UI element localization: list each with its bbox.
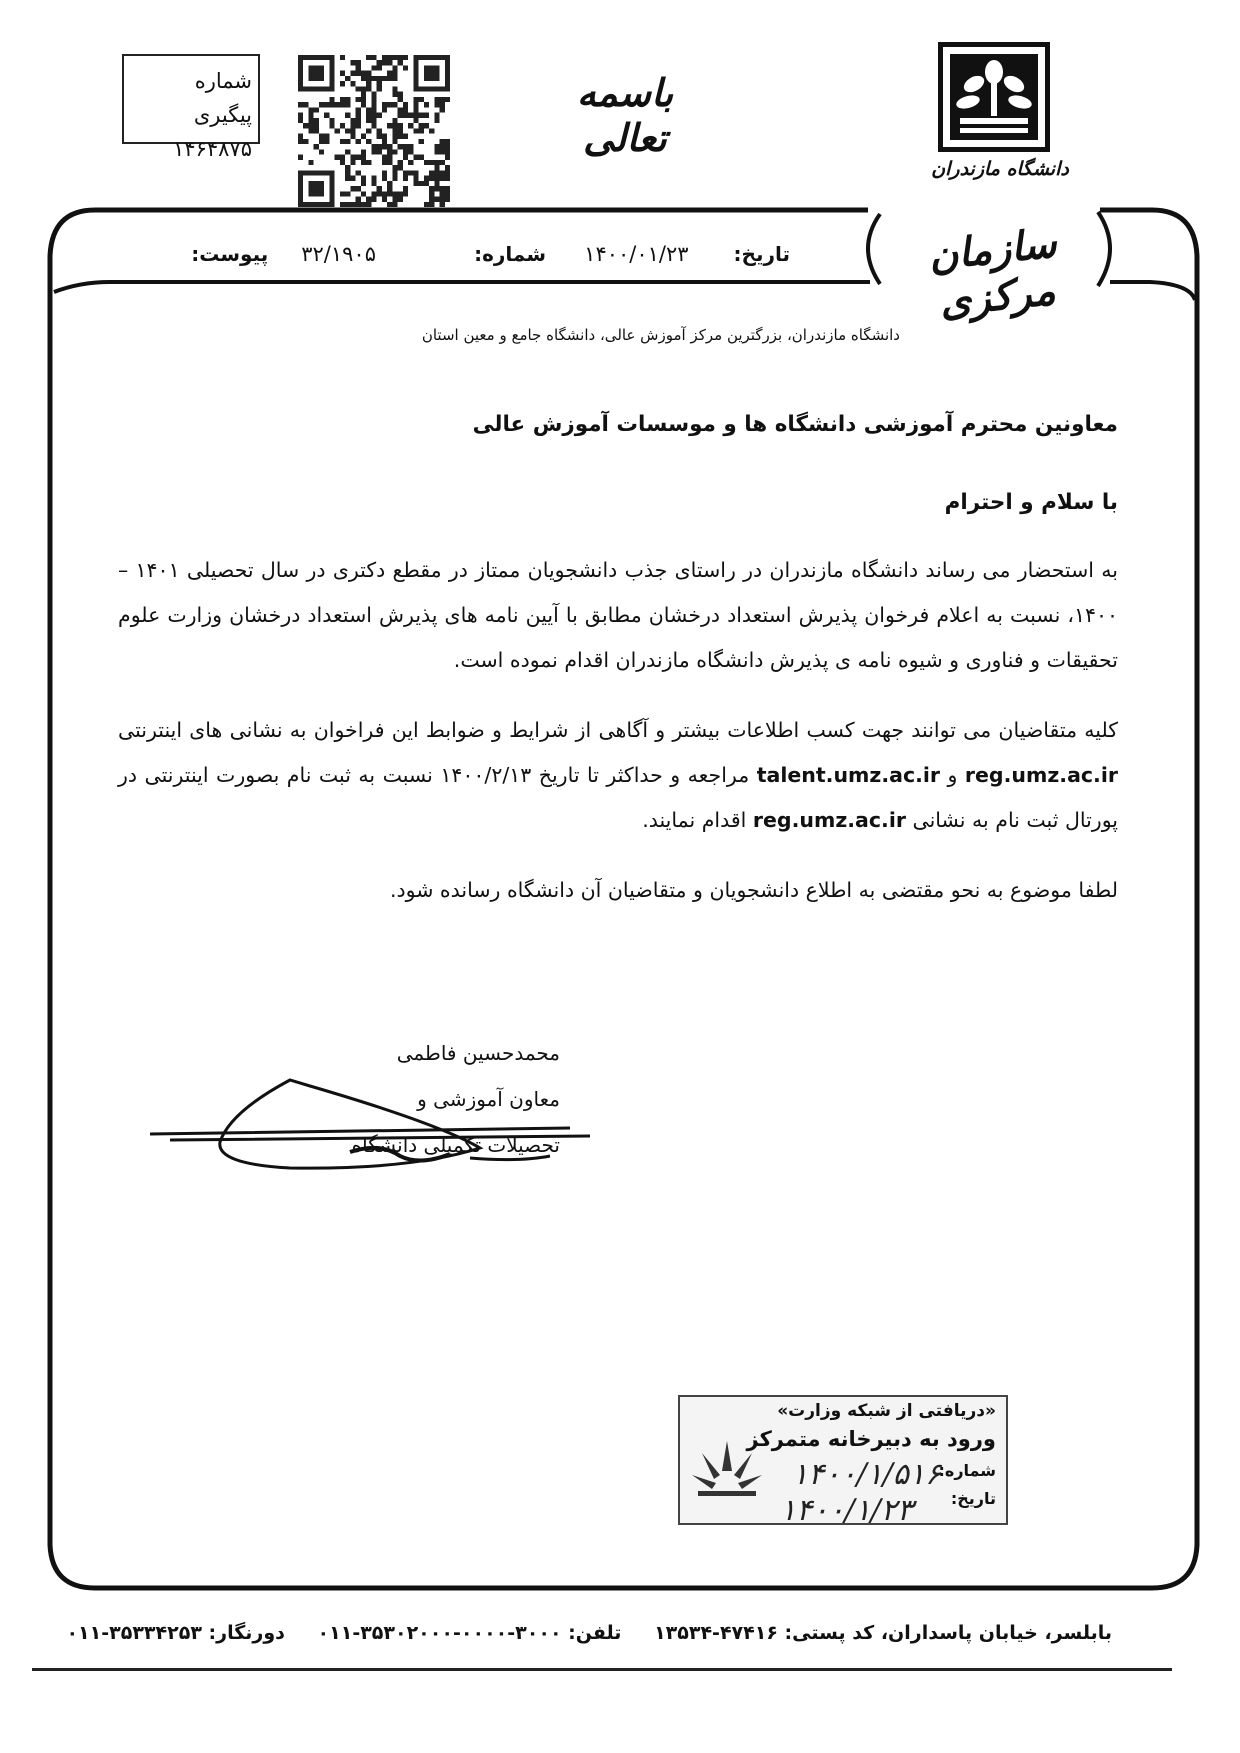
stamp-line-1: «دریافتی از شبکه وزارت» (777, 1401, 996, 1421)
tracking-label: شماره پیگیری (193, 69, 252, 127)
para2-text-a: کلیه متقاضیان می توانند جهت کسب اطلاعات بیشتر و آگاهی از شرایط و ضوابط این فراخوان به نشانی های اینترنتی (118, 718, 1118, 742)
para2-text-b: مراجعه و حداکثر تا تاریخ ۱۴۰۰/۲/۱۳ نسبت به ثبت نام بصورت اینترنتی در پورتال ثبت نام به نشانی (118, 763, 1118, 832)
attachment-field (191, 242, 376, 266)
link-reg-portal[interactable]: reg.umz.ac.ir (752, 808, 906, 832)
number-field (474, 242, 546, 266)
handwritten-signature (150, 1072, 590, 1182)
basmala: باسمه تعالی (576, 70, 674, 160)
letter-greeting: با سلام و احترام (944, 490, 1118, 515)
number-value: ۳۲/۱۹۰۵ (301, 242, 376, 266)
stamp-emblem-icon (688, 1433, 766, 1513)
footer-phone: تلفن: ۳۰۰۰-۰۰۰۰-۳۵۳۰۲۰۰۰-۰۱۱ (317, 1622, 622, 1644)
attachment-label: پیوست: (191, 242, 269, 266)
link-reg-umz[interactable]: reg.umz.ac.ir (964, 763, 1118, 787)
para2-and: و (947, 763, 958, 787)
number-label: شماره: (474, 242, 546, 266)
footer-address: بابلسر، خیابان پاسداران، کد پستی: ۴۷۴۱۶-۱۳۵۳۴ (654, 1622, 1112, 1644)
university-name: دانشگاه مازندران (931, 158, 1069, 180)
letter-paragraph-3: لطفا موضوع به نحو مقتضی به اطلاع دانشجویان و متقاضیان آن دانشگاه رسانده شود. (389, 878, 1118, 902)
date-value: ۱۴۰۰/۰۱/۲۳ (584, 242, 689, 266)
para2-text-c: اقدام نمایند. (642, 808, 747, 832)
date-field (584, 242, 790, 266)
stamp-date-label: تاریخ: (950, 1489, 996, 1508)
stamp-line-2: ورود به دبیرخانه متمرکز (746, 1427, 996, 1451)
letter-recipient: معاونین محترم آموزشی دانشگاه ها و موسسات آموزش عالی (472, 412, 1118, 437)
letter-paragraph-1: به استحضار می رساند دانشگاه مازندران در راستای جذب دانشجویان ممتاز در مقطع دکتری در سال تحصیلی ۱۴۰۱ – ۱۴۰۰، نسبت به اعلام فرخوان پذیرش استعداد درخشان مطابق با آیین نامه های پذیرش استعداد درخشان وزارت علوم تحقیقات و فناوری و شیوه نامه ی پذیرش دانشگاه مازندران اقدام نموده است. (118, 558, 1118, 672)
signatory-title-2: تحصیلات تکمیلی دانشگاه (351, 1133, 560, 1157)
stamp-date-handwritten: ۱۴۰۰/۱/۲۳ (780, 1493, 914, 1528)
footer-fax: دورنگار: ۳۵۳۳۴۲۵۳-۰۱۱ (66, 1622, 285, 1644)
signatory-name: محمدحسین فاطمی (396, 1041, 560, 1065)
university-tagline: دانشگاه مازندران، بزرگترین مرکز آموزش عالی، دانشگاه جامع و معین استان (421, 326, 900, 344)
receipt-stamp (678, 1395, 1008, 1528)
letter-paragraph-2 (118, 708, 1118, 843)
link-talent-umz[interactable]: talent.umz.ac.ir (756, 763, 941, 787)
signatory-title-1: معاون آموزشی و (417, 1087, 560, 1111)
tracking-number: ۱۴۶۴۸۷۵ (173, 137, 252, 161)
footer-contact (60, 1622, 1112, 1644)
footer-rule (32, 1668, 1172, 1671)
stamp-number-label: شماره: (938, 1461, 996, 1480)
org-title: سازمان مرکزی (926, 219, 1059, 326)
date-label: تاریخ: (733, 242, 790, 266)
stamp-number-handwritten: ۱۴۰۰/۱/۵۱۶ (792, 1457, 942, 1492)
